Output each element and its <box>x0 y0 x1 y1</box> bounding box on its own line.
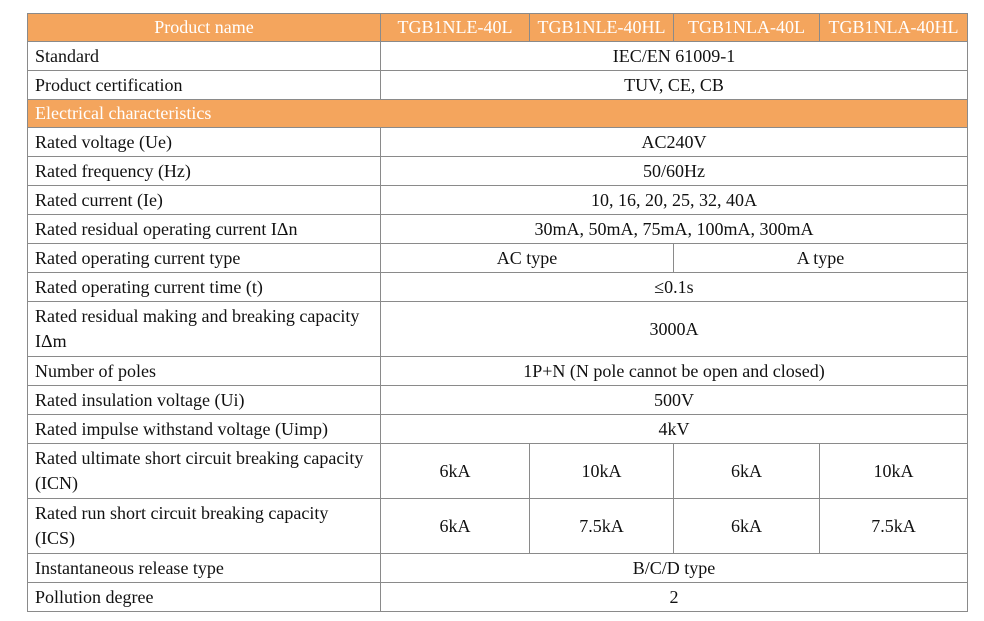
table-header-row <box>28 14 968 42</box>
table-row <box>28 215 968 244</box>
table-row <box>28 499 968 554</box>
row-value: 500V <box>381 386 968 415</box>
row-value: TUV, CE, CB <box>381 71 968 100</box>
product-spec-table <box>27 13 968 612</box>
table-row <box>28 444 968 499</box>
row-label: Rated current (Ie) <box>28 186 381 215</box>
row-label: Rated residual operating current IΔn <box>28 215 381 244</box>
row-value: 4kV <box>381 415 968 444</box>
row-value-ac-type: AC type <box>381 244 674 273</box>
row-value-model-2: 7.5kA <box>530 499 674 554</box>
row-label: Pollution degree <box>28 583 381 612</box>
section-header-row <box>28 100 968 128</box>
table-row <box>28 357 968 386</box>
row-label: Rated voltage (Ue) <box>28 128 381 157</box>
header-model-4: TGB1NLA-40HL <box>820 14 968 42</box>
row-label: Product certification <box>28 71 381 100</box>
table-row <box>28 42 968 71</box>
row-label: Rated frequency (Hz) <box>28 157 381 186</box>
row-value: 3000A <box>381 302 968 357</box>
row-value: AC240V <box>381 128 968 157</box>
row-value-model-3: 6kA <box>674 499 820 554</box>
row-value: ≤0.1s <box>381 273 968 302</box>
row-label: Rated operating current time (t) <box>28 273 381 302</box>
row-value: 1P+N (N pole cannot be open and closed) <box>381 357 968 386</box>
header-product-name: Product name <box>28 14 381 42</box>
row-value: IEC/EN 61009-1 <box>381 42 968 71</box>
table-row <box>28 554 968 583</box>
table-row <box>28 583 968 612</box>
table-row <box>28 244 968 273</box>
row-value-model-4: 7.5kA <box>820 499 968 554</box>
table-row <box>28 186 968 215</box>
row-value-model-1: 6kA <box>381 444 530 499</box>
row-label: Standard <box>28 42 381 71</box>
row-label: Rated run short circuit breaking capacity (ICS) <box>28 499 381 554</box>
section-title: Electrical characteristics <box>28 100 968 128</box>
row-value-a-type: A type <box>674 244 968 273</box>
row-value-model-3: 6kA <box>674 444 820 499</box>
table-row <box>28 157 968 186</box>
row-value-model-2: 10kA <box>530 444 674 499</box>
row-label: Number of poles <box>28 357 381 386</box>
row-value: 10, 16, 20, 25, 32, 40A <box>381 186 968 215</box>
table-row <box>28 71 968 100</box>
table-row <box>28 273 968 302</box>
header-model-3: TGB1NLA-40L <box>674 14 820 42</box>
row-value-model-1: 6kA <box>381 499 530 554</box>
row-label: Instantaneous release type <box>28 554 381 583</box>
header-model-2: TGB1NLE-40HL <box>530 14 674 42</box>
row-value: 50/60Hz <box>381 157 968 186</box>
row-value: 2 <box>381 583 968 612</box>
row-label: Rated operating current type <box>28 244 381 273</box>
row-label: Rated insulation voltage (Ui) <box>28 386 381 415</box>
row-value: 30mA, 50mA, 75mA, 100mA, 300mA <box>381 215 968 244</box>
table-row <box>28 128 968 157</box>
row-value-model-4: 10kA <box>820 444 968 499</box>
table-row <box>28 302 968 357</box>
header-model-1: TGB1NLE-40L <box>381 14 530 42</box>
table-row <box>28 386 968 415</box>
row-label: Rated residual making and breaking capacity IΔm <box>28 302 381 357</box>
row-label: Rated ultimate short circuit breaking capacity (ICN) <box>28 444 381 499</box>
row-label: Rated impulse withstand voltage (Uimp) <box>28 415 381 444</box>
row-value: B/C/D type <box>381 554 968 583</box>
table-row <box>28 415 968 444</box>
